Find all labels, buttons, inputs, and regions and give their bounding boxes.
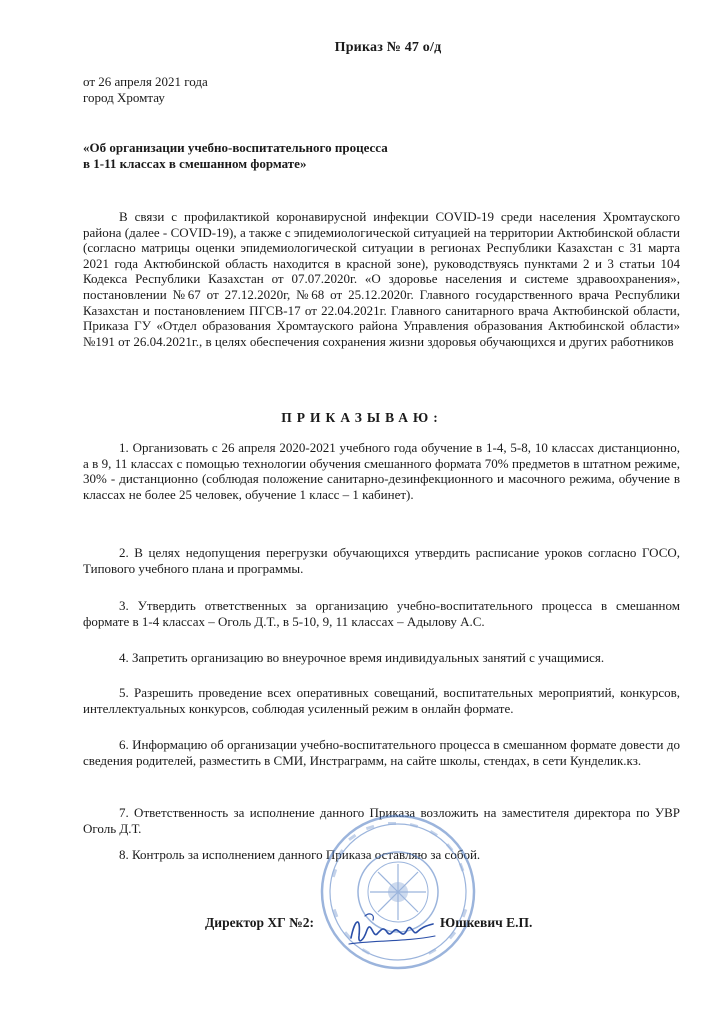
order-subject — [83, 140, 503, 172]
order-item-1: 1. Организовать с 26 апреля 2020-2021 учебного года обучение в 1-4, 5-8, 10 классах дистанционно, а в 9, 11 классах с помощью технологии обучения смешанного формата 70% предметов в штатном режиме, 30% - дистанционно (соблюдая положение санитарно-дезинфекционного и масочного режима, обучение в классах не более 25 человек, обучение 1 класс – 1 кабинет). — [83, 440, 680, 502]
order-item-2: 2. В целях недопущения перегрузки обучающихся утвердить расписание уроков согласно ГОСО, Типового учебного плана и программы. — [83, 545, 680, 576]
order-number: Приказ № 47 о/д — [334, 40, 442, 55]
order-item-6: 6. Информацию об организации учебно-воспитательного процесса в смешанном формате довести до сведения родителей, разместить в СМИ, Инстраграмм, на сайте школы, стендах, в сети Кунделик.кз. — [83, 737, 680, 768]
handwritten-signature-icon — [345, 908, 440, 953]
signature-name: Юшкевич Е.П. — [440, 915, 533, 930]
order-subject-line-2: в 1-11 классах в смешанном формате» — [83, 156, 307, 171]
order-date: от 26 апреля 2021 года — [83, 74, 208, 89]
order-item-8: 8. Контроль за исполнением данного Приказа оставляю за собой. — [119, 847, 481, 862]
order-subject-line-1: «Об организации учебно-воспитательного процесса — [83, 140, 388, 155]
preamble-paragraph: В связи с профилактикой коронавирусной инфекции COVID-19 среди населения Хромтауского района (далее - COVID-19), а также с эпидемиологической ситуацией на территории Актюбинской области (согласно матрицы оценки эпидемиологической ситуации в регионах Республики Казахстан с 31 марта 2021 года Актюбинской область находится в красной зоне), руководствуясь пунктами 2 и 3 статьи 104 Кодекса Республики Казахстан от 07.07.2020г. «О здоровье населения и системе здравоохранения», постановлении №67 от 27.12.2020г, №68 от 25.12.2020г. Главного государственного врача Республики Казахстан и постановлением ПГСВ-17 от 22.04.2021г. Главного санитарного врача Актюбинской области, Приказа ГУ «Отдел образования Хромтауского района Управления образования Актюбинской области» №191 от 26.04.2021г., в целях обеспечения сохранения жизни здоровья обучающихся и других работников — [83, 209, 680, 349]
order-item-4: 4. Запретить организацию во внеурочное время индивидуальных занятий с учащимися. — [119, 650, 605, 665]
order-item-5: 5. Разрешить проведение всех оперативных совещаний, воспитательных мероприятий, конкурсов, интеллектуальных конкурсов, соблюдая усиленный режим в онлайн формате. — [83, 685, 680, 716]
order-item-7: 7. Ответственность за исполнение данного Приказа возложить на заместителя директора по УВР Оголь Д.Т. — [83, 805, 680, 836]
order-item-3: 3. Утвердить ответственных за организацию учебно-воспитательного процесса в смешанном формате в 1-4 классах – Оголь Д.Т., в 5-10, 9, 11 классах – Адылову А.С. — [83, 598, 680, 629]
signature-title: Директор ХГ №2: — [205, 915, 314, 930]
prikazyvayu-heading: ПРИКАЗЫВАЮ: — [281, 410, 443, 425]
order-city: город Хромтау — [83, 90, 165, 105]
